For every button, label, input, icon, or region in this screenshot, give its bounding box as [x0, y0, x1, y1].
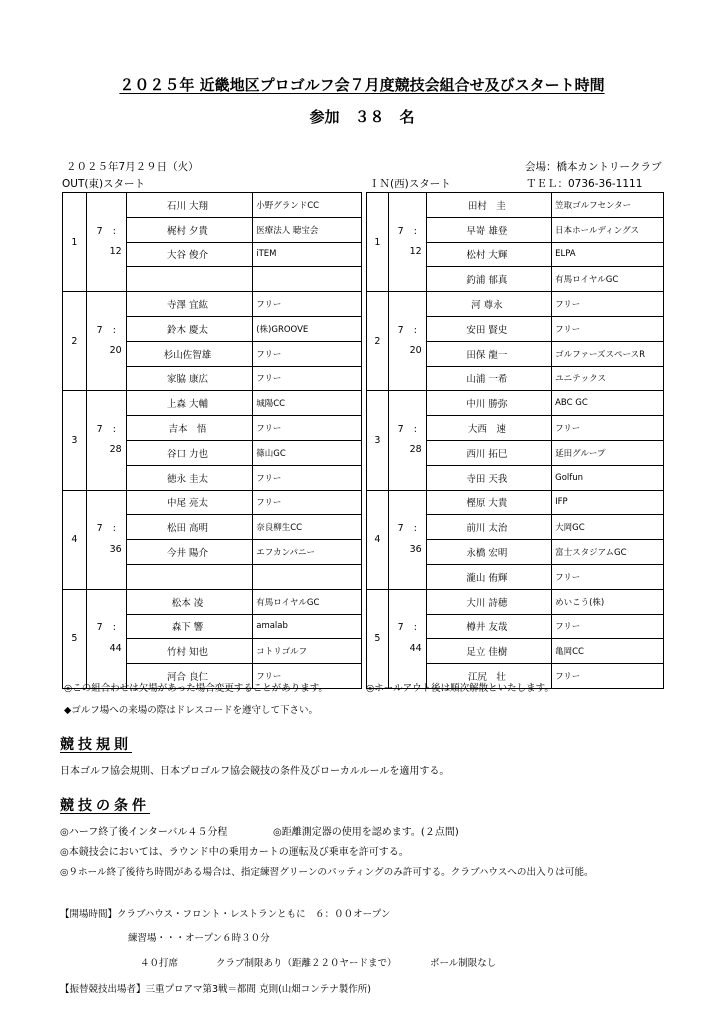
start-hour — [87, 623, 126, 633]
player-club: フリー — [253, 490, 362, 515]
hour-value: 7 — [96, 424, 103, 436]
table-row — [63, 490, 362, 515]
player-club: コトリゴルフ — [253, 639, 362, 664]
start-hour — [389, 425, 426, 435]
player-name: 松本 凌 — [126, 589, 253, 614]
player-club: 亀岡CC — [552, 639, 664, 664]
time-colon: : — [413, 523, 417, 535]
player-club: ゴルファーズスペースR — [552, 341, 664, 366]
table-row — [367, 391, 664, 416]
table-row — [63, 193, 362, 218]
start-time — [86, 391, 126, 490]
in-pairings-table — [366, 192, 664, 689]
player-name: 田保 龍一 — [426, 341, 551, 366]
player-club: 奈良柳生CC — [253, 515, 362, 540]
start-time — [388, 490, 426, 589]
time-colon: : — [112, 324, 116, 336]
group-number: 4 — [367, 490, 389, 589]
player-name: 寺田 天我 — [426, 465, 551, 490]
time-colon: : — [413, 424, 417, 436]
player-club: 有馬ロイヤルGC — [253, 589, 362, 614]
player-name: 江尻 壮 — [426, 664, 551, 689]
hour-value: 7 — [96, 324, 103, 336]
condition-cart: ◎本競技会においては、ラウンド中の乗用カートの運転及び乗車を許可する。 — [60, 847, 409, 858]
player-club — [253, 564, 362, 589]
player-name: 河 尊永 — [426, 292, 551, 317]
group-number: 5 — [63, 589, 87, 688]
hour-value: 7 — [397, 622, 404, 634]
time-colon: : — [112, 225, 116, 237]
hour-value: 7 — [397, 523, 404, 535]
start-minute: 44 — [109, 642, 122, 654]
player-club: エフカンパニー — [253, 540, 362, 565]
player-name: 西川 拓巳 — [426, 440, 551, 465]
club-restriction: クラブ制限あり（距離２２０ヤードまで） — [216, 958, 397, 969]
start-minute: 20 — [109, 345, 122, 357]
practice-range-open: 練習場・・・オープン６時３０分 — [128, 933, 270, 944]
player-name: 鈴木 慶太 — [126, 316, 253, 341]
time-colon: : — [112, 523, 116, 535]
player-club: 小野グランドCC — [253, 193, 362, 218]
table-row — [367, 193, 664, 218]
player-name: 大谷 俊介 — [126, 242, 253, 267]
player-club: ABC GC — [552, 391, 664, 416]
player-club: 富士スタジアムGC — [552, 540, 664, 565]
player-name: 梶村 夕貴 — [126, 217, 253, 242]
time-colon: : — [112, 424, 116, 436]
start-time — [388, 589, 426, 688]
group-number: 1 — [63, 193, 87, 292]
rules-text: 日本ゴルフ協会規則、日本プロゴルフ協会競技の条件及びローカルルールを適用する。 — [60, 766, 450, 777]
player-club: 篠山GC — [253, 440, 362, 465]
participant-count: 参加 ３８ 名 — [309, 108, 415, 126]
start-minute: 28 — [109, 444, 122, 456]
player-name: 樽井 友哉 — [426, 614, 551, 639]
time-colon: : — [112, 622, 116, 634]
start-minute: 36 — [109, 543, 122, 555]
player-name: 松村 大輝 — [426, 242, 551, 267]
start-time — [86, 193, 126, 292]
start-time — [388, 391, 426, 490]
table-row — [63, 589, 362, 614]
group-number: 1 — [367, 193, 389, 292]
player-club: フリー — [253, 416, 362, 441]
player-name: 中川 勝弥 — [426, 391, 551, 416]
player-name: 森下 響 — [126, 614, 253, 639]
player-name: 寺澤 宜紘 — [126, 292, 253, 317]
start-hour — [87, 227, 126, 237]
player-name: 竹村 知也 — [126, 639, 253, 664]
group-number: 3 — [367, 391, 389, 490]
pairing-change-note: ◎この組合わせは欠場があった場合変更することがあります。 — [64, 683, 328, 694]
player-name: 上森 大輔 — [126, 391, 253, 416]
player-club: amalab — [253, 614, 362, 639]
player-name: 瀧山 侑輝 — [426, 564, 551, 589]
player-club: 笠取ゴルフセンター — [552, 193, 664, 218]
player-club: ELPA — [552, 242, 664, 267]
player-name: 山浦 一希 — [426, 366, 551, 391]
player-club: フリー — [253, 341, 362, 366]
hour-value: 7 — [96, 523, 103, 535]
player-club: フリー — [552, 292, 664, 317]
rules-heading: 競技規則 — [60, 737, 132, 753]
start-time — [86, 490, 126, 589]
start-time — [388, 292, 426, 391]
practice-bays: ４０打席 — [140, 958, 179, 969]
opening-time: 【開場時間】クラブハウス・フロント・レストランともに ６：００オープン — [60, 909, 391, 920]
player-name: 早嵜 雄登 — [426, 217, 551, 242]
player-club — [253, 267, 362, 292]
player-club: iTEM — [253, 242, 362, 267]
time-colon: : — [413, 622, 417, 634]
player-name: 永橋 宏明 — [426, 540, 551, 565]
start-hour — [87, 524, 126, 534]
player-club: (株)GROOVE — [253, 316, 362, 341]
hour-value: 7 — [397, 424, 404, 436]
table-row — [367, 490, 664, 515]
player-name — [126, 564, 253, 589]
player-name: 中尾 亮太 — [126, 490, 253, 515]
ball-restriction: ボール制限なし — [430, 958, 497, 969]
player-name: 杉山佐智雄 — [126, 341, 253, 366]
player-club: 医療法人 聴宝会 — [253, 217, 362, 242]
start-time — [86, 589, 126, 688]
player-name: 大西 速 — [426, 416, 551, 441]
start-hour — [389, 326, 426, 336]
player-name: 河合 良仁 — [126, 664, 253, 689]
group-number: 3 — [63, 391, 87, 490]
player-name: 今井 陽介 — [126, 540, 253, 565]
table-row — [367, 589, 664, 614]
group-number: 5 — [367, 589, 389, 688]
player-name: 石川 大翔 — [126, 193, 253, 218]
player-club: 城陽CC — [253, 391, 362, 416]
page-title: ２０２５年 近畿地区プロゴルフ会７月度競技会組合せ及びスタート時間 — [119, 76, 605, 94]
player-club: IFP — [552, 490, 664, 515]
table-row — [63, 292, 362, 317]
hour-value: 7 — [397, 324, 404, 336]
player-club: フリー — [552, 316, 664, 341]
start-minute: 20 — [409, 345, 422, 357]
player-name: 足立 佳樹 — [426, 639, 551, 664]
player-name: 谷口 力也 — [126, 440, 253, 465]
venue-tel: ＴＥＬ：0736-36-1111 — [526, 178, 643, 190]
condition-rangefinder: ◎距離測定器の使用を認めます。(２点間) — [273, 827, 459, 838]
player-club: 大岡GC — [552, 515, 664, 540]
start-hour — [389, 227, 426, 237]
table-row — [367, 292, 664, 317]
substitute-player: 【振替競技出場者】三重プロアマ第3戦＝都間 克則(山畑コンテナ製作所) — [60, 984, 371, 995]
venue: 会場：橋本カントリークラブ — [525, 161, 662, 173]
player-name: 安田 賢史 — [426, 316, 551, 341]
out-start-label: OUT(東)スタート — [62, 178, 146, 190]
player-club: ユニテックス — [552, 366, 664, 391]
player-club: 有馬ロイヤルGC — [552, 267, 664, 292]
dress-code-note: ◆ゴルフ場への来場の際はドレスコードを遵守して下さい。 — [64, 705, 319, 716]
time-colon: : — [413, 225, 417, 237]
hour-value: 7 — [96, 225, 103, 237]
player-club: フリー — [552, 416, 664, 441]
player-name: 大川 詩穂 — [426, 589, 551, 614]
start-time — [388, 193, 426, 292]
player-club: めいこう(株) — [552, 589, 664, 614]
in-start-label: ＩＮ(西)スタート — [369, 178, 451, 190]
start-minute: 36 — [409, 543, 422, 555]
hour-value: 7 — [397, 225, 404, 237]
condition-putting: ◎９ホール終了後待ち時間がある場合は、指定練習グリーンのパッティングのみ許可する。クラブハウスへの出入りは可能。 — [60, 867, 594, 878]
player-club: Golfun — [552, 465, 664, 490]
start-time — [86, 292, 126, 391]
start-hour — [87, 326, 126, 336]
start-hour — [389, 623, 426, 633]
group-number: 4 — [63, 490, 87, 589]
player-club: 延田グループ — [552, 440, 664, 465]
hour-value: 7 — [96, 622, 103, 634]
player-club: 日本ホールディングス — [552, 217, 664, 242]
holeout-note: ◎ホールアウト後は順次解散といたします。 — [366, 683, 554, 694]
player-name: 釣浦 郁真 — [426, 267, 551, 292]
player-name — [126, 267, 253, 292]
table-row — [63, 391, 362, 416]
start-hour — [87, 425, 126, 435]
player-club: フリー — [552, 614, 664, 639]
player-name: 田村 圭 — [426, 193, 551, 218]
player-club: フリー — [552, 564, 664, 589]
player-name: 前川 太治 — [426, 515, 551, 540]
event-date: ２０２５年7月２９日（火） — [66, 161, 199, 173]
player-club: フリー — [253, 292, 362, 317]
player-name: 徳永 圭太 — [126, 465, 253, 490]
player-name: 家脇 康広 — [126, 366, 253, 391]
start-minute: 12 — [109, 246, 122, 258]
start-minute: 44 — [409, 642, 422, 654]
condition-interval: ◎ハーフ終了後インターバル４５分程 — [60, 827, 228, 838]
player-name: 吉本 悟 — [126, 416, 253, 441]
player-club: フリー — [253, 366, 362, 391]
player-club: フリー — [552, 664, 664, 689]
start-hour — [389, 524, 426, 534]
player-club: フリー — [253, 465, 362, 490]
start-minute: 12 — [409, 246, 422, 258]
group-number: 2 — [367, 292, 389, 391]
conditions-heading: 競技の条件 — [60, 798, 150, 814]
player-name: 樫原 大貴 — [426, 490, 551, 515]
time-colon: : — [413, 324, 417, 336]
group-number: 2 — [63, 292, 87, 391]
start-minute: 28 — [409, 444, 422, 456]
player-club: フリー — [253, 664, 362, 689]
player-name: 松田 高明 — [126, 515, 253, 540]
out-pairings-table — [62, 192, 362, 689]
